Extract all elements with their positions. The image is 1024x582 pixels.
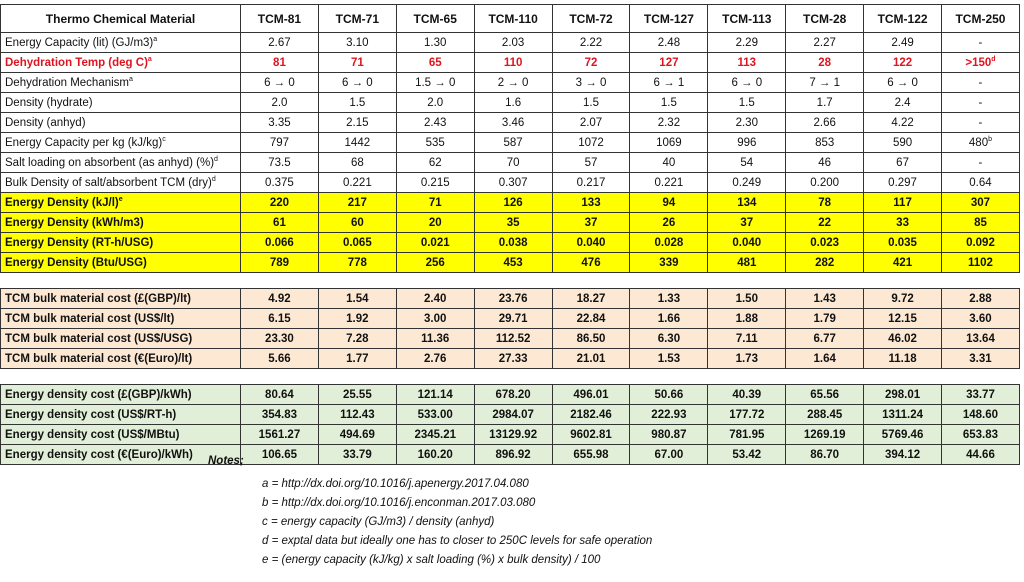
table-row — [1, 385, 1020, 405]
value-cell: 2.48 — [630, 33, 708, 53]
value-cell: 453 — [474, 253, 552, 273]
value-cell: 1.88 — [708, 309, 786, 329]
value-cell: 2.30 — [708, 113, 786, 133]
value-cell: 1.5 — [318, 93, 396, 113]
value-cell: 67 — [864, 153, 942, 173]
table-row — [1, 289, 1020, 309]
value-cell: - — [942, 73, 1020, 93]
value-cell: 7 → 1 — [786, 73, 864, 93]
value-cell: 6 → 1 — [630, 73, 708, 93]
value-cell: 65 — [396, 53, 474, 73]
value-cell: 0.221 — [318, 173, 396, 193]
value-cell: 112.43 — [318, 405, 396, 425]
table-row — [1, 73, 1020, 93]
table-row — [1, 445, 1020, 465]
value-cell: 0.040 — [708, 233, 786, 253]
value-cell: 653.83 — [942, 425, 1020, 445]
column-header: TCM-28 — [786, 5, 864, 33]
value-cell: 6.30 — [630, 329, 708, 349]
value-cell: 778 — [318, 253, 396, 273]
row-label: Dehydration Mechanism$^a$ — [1, 73, 241, 93]
table-row — [1, 329, 1020, 349]
value-cell: 35 — [474, 213, 552, 233]
value-cell: 1102 — [942, 253, 1020, 273]
value-cell: 0.066 — [241, 233, 319, 253]
value-cell: 1.73 — [708, 349, 786, 369]
value-cell: 21.01 — [552, 349, 630, 369]
table-row — [1, 113, 1020, 133]
value-cell: 2 → 0 — [474, 73, 552, 93]
value-cell: 0.200 — [786, 173, 864, 193]
notes-title: Notes; — [208, 455, 244, 467]
value-cell: 27.33 — [474, 349, 552, 369]
value-cell: 2.03 — [474, 33, 552, 53]
value-cell: 1.5 — [708, 93, 786, 113]
value-cell: 133 — [552, 193, 630, 213]
value-cell: - — [942, 113, 1020, 133]
value-cell: 2.88 — [942, 289, 1020, 309]
table-body — [1, 33, 1020, 465]
column-header: TCM-81 — [241, 5, 319, 33]
value-cell: 307 — [942, 193, 1020, 213]
value-cell: 535 — [396, 133, 474, 153]
table-row — [1, 253, 1020, 273]
value-cell: 0.040 — [552, 233, 630, 253]
value-cell: 2.07 — [552, 113, 630, 133]
value-cell: 23.76 — [474, 289, 552, 309]
value-cell: 3.00 — [396, 309, 474, 329]
footnote-marker: b — [988, 135, 992, 143]
value-cell: 996 — [708, 133, 786, 153]
value-cell: - — [942, 93, 1020, 113]
row-label: Energy density cost (£(GBP)/kWh) — [1, 385, 241, 405]
value-cell: 37 — [708, 213, 786, 233]
row-label: Bulk Density of salt/absorbent TCM (dry)$^d$ — [1, 173, 241, 193]
value-cell: - — [942, 33, 1020, 53]
value-cell: 2.29 — [708, 33, 786, 53]
value-cell: 18.27 — [552, 289, 630, 309]
value-cell: 110 — [474, 53, 552, 73]
table-row — [1, 93, 1020, 113]
value-cell: 222.93 — [630, 405, 708, 425]
value-cell: 0.035 — [864, 233, 942, 253]
row-label: Energy Density (kWh/m3) — [1, 213, 241, 233]
value-cell: 9.72 — [864, 289, 942, 309]
value-cell: 2.40 — [396, 289, 474, 309]
table-row — [1, 33, 1020, 53]
footnote-marker: d — [991, 55, 996, 63]
row-label: Energy Capacity per kg $(kJ/kg)^c$ — [1, 133, 241, 153]
value-cell: 1.7 — [786, 93, 864, 113]
value-cell: 5.66 — [241, 349, 319, 369]
table-row — [1, 213, 1020, 233]
value-cell: 0.215 — [396, 173, 474, 193]
value-cell: 1069 — [630, 133, 708, 153]
value-cell: 1.33 — [630, 289, 708, 309]
row-label: TCM bulk material cost (US$/USG) — [1, 329, 241, 349]
value-cell: 587 — [474, 133, 552, 153]
value-cell: 0.307 — [474, 173, 552, 193]
value-cell: 1.77 — [318, 349, 396, 369]
value-cell: 29.71 — [474, 309, 552, 329]
footnote-marker: a — [153, 35, 158, 43]
value-cell: 781.95 — [708, 425, 786, 445]
value-cell: 421 — [864, 253, 942, 273]
value-cell: 2.0 — [241, 93, 319, 113]
value-cell: 121.14 — [396, 385, 474, 405]
value-cell: 3.60 — [942, 309, 1020, 329]
value-cell: 1442 — [318, 133, 396, 153]
value-cell: 282 — [786, 253, 864, 273]
value-cell: 1072 — [552, 133, 630, 153]
value-cell: 0.028 — [630, 233, 708, 253]
value-cell: 126 — [474, 193, 552, 213]
value-cell: 1.79 — [786, 309, 864, 329]
value-cell: 0.038 — [474, 233, 552, 253]
value-cell: 13.64 — [942, 329, 1020, 349]
table-row — [1, 53, 1020, 73]
value-cell: 40 — [630, 153, 708, 173]
table-row — [1, 273, 1020, 289]
footnote-marker: e — [118, 195, 123, 203]
value-cell: 0.64 — [942, 173, 1020, 193]
value-cell: 23.30 — [241, 329, 319, 349]
value-cell: 394.12 — [864, 445, 942, 465]
value-cell: 62 — [396, 153, 474, 173]
value-cell: 71 — [396, 193, 474, 213]
value-cell: 60 — [318, 213, 396, 233]
value-cell: 6.77 — [786, 329, 864, 349]
value-cell: 53.42 — [708, 445, 786, 465]
table-row — [1, 173, 1020, 193]
value-cell: 6 → 0 — [708, 73, 786, 93]
value-cell: 2182.46 — [552, 405, 630, 425]
row-label: Energy density cost (US$/RT-h) — [1, 405, 241, 425]
value-cell: 7.28 — [318, 329, 396, 349]
value-cell: 2.15 — [318, 113, 396, 133]
value-cell: 1.5 — [630, 93, 708, 113]
value-cell: 160.20 — [396, 445, 474, 465]
value-cell: 1.43 — [786, 289, 864, 309]
row-label: Energy Density $(kJ/l)^e$ — [1, 193, 241, 213]
value-cell: 0.375 — [241, 173, 319, 193]
note-item: c = energy capacity (GJ/m3) / density (anhyd) — [262, 516, 495, 528]
row-label: Energy Density (RT-h/USG) — [1, 233, 241, 253]
value-cell: 6 → 0 — [241, 73, 319, 93]
value-cell: 3.31 — [942, 349, 1020, 369]
note-item: e = (energy capacity (kJ/kg) x salt loading (%) x bulk density) / 100 — [262, 554, 601, 566]
spacer-cell — [1, 273, 1020, 289]
value-cell: 1.53 — [630, 349, 708, 369]
value-cell: 2.4 — [864, 93, 942, 113]
value-cell: 298.01 — [864, 385, 942, 405]
value-cell: 65.56 — [786, 385, 864, 405]
value-cell: 2.22 — [552, 33, 630, 53]
value-cell: 86.70 — [786, 445, 864, 465]
value-cell: 25.55 — [318, 385, 396, 405]
table-row — [1, 349, 1020, 369]
value-cell: 2.32 — [630, 113, 708, 133]
value-cell: 44.66 — [942, 445, 1020, 465]
value-cell: 12.15 — [864, 309, 942, 329]
value-cell: 0.249 — [708, 173, 786, 193]
value-cell: 1.54 — [318, 289, 396, 309]
table-row — [1, 425, 1020, 445]
value-cell: 789 — [241, 253, 319, 273]
column-header: TCM-72 — [552, 5, 630, 33]
value-cell: 7.11 — [708, 329, 786, 349]
value-cell: 2.27 — [786, 33, 864, 53]
value-cell: 33.79 — [318, 445, 396, 465]
value-cell: 148.60 — [942, 405, 1020, 425]
value-cell: 50.66 — [630, 385, 708, 405]
header-row — [1, 5, 1020, 33]
column-header: TCM-113 — [708, 5, 786, 33]
value-cell: 288.45 — [786, 405, 864, 425]
value-cell: 2.67 — [241, 33, 319, 53]
row-label: Salt loading on absorbent (as anhyd) (%)$^d$ — [1, 153, 241, 173]
value-cell: 4.22 — [864, 113, 942, 133]
value-cell: 1.50 — [708, 289, 786, 309]
value-cell: 0.217 — [552, 173, 630, 193]
value-cell: 13129.92 — [474, 425, 552, 445]
column-header: TCM-122 — [864, 5, 942, 33]
column-header: TCM-71 — [318, 5, 396, 33]
value-cell: 2.66 — [786, 113, 864, 133]
value-cell: 980.87 — [630, 425, 708, 445]
value-cell: 6 → 0 — [864, 73, 942, 93]
value-cell: 85 — [942, 213, 1020, 233]
value-cell: 480$^b$ — [942, 133, 1020, 153]
value-cell: 496.01 — [552, 385, 630, 405]
value-cell: 3.46 — [474, 113, 552, 133]
value-cell: $>150^d$ — [942, 53, 1020, 73]
value-cell: 1.6 — [474, 93, 552, 113]
footnote-marker: a — [129, 75, 133, 83]
footnote-marker: d — [214, 155, 218, 163]
value-cell: 134 — [708, 193, 786, 213]
note-item: d = exptal data but ideally one has to closer to 250C levels for safe operation — [262, 535, 653, 547]
value-cell: 2345.21 — [396, 425, 474, 445]
value-cell: 0.023 — [786, 233, 864, 253]
row-label: Energy Capacity (lit) $(GJ/m3)^a$ — [1, 33, 241, 53]
value-cell: 3.35 — [241, 113, 319, 133]
value-cell: 217 — [318, 193, 396, 213]
value-cell: 86.50 — [552, 329, 630, 349]
value-cell: 127 — [630, 53, 708, 73]
value-cell: 2.76 — [396, 349, 474, 369]
table-row — [1, 369, 1020, 385]
value-cell: 678.20 — [474, 385, 552, 405]
row-label: Density (anhyd) — [1, 113, 241, 133]
value-cell: 2.43 — [396, 113, 474, 133]
row-label: Energy density cost (€(Euro)/kWh) — [1, 445, 241, 465]
value-cell: 1.5 → 0 — [396, 73, 474, 93]
tcm-table — [0, 4, 1020, 465]
value-cell: 6.15 — [241, 309, 319, 329]
value-cell: 71 — [318, 53, 396, 73]
row-label: TCM bulk material cost (€(Euro)/lt) — [1, 349, 241, 369]
value-cell: - — [942, 153, 1020, 173]
value-cell: 57 — [552, 153, 630, 173]
spacer-cell — [1, 369, 1020, 385]
value-cell: 81 — [241, 53, 319, 73]
value-cell: 72 — [552, 53, 630, 73]
value-cell: 476 — [552, 253, 630, 273]
footnote-marker: c — [162, 135, 166, 143]
value-cell: 2.49 — [864, 33, 942, 53]
value-cell: 54 — [708, 153, 786, 173]
value-cell: 1.30 — [396, 33, 474, 53]
value-cell: 0.297 — [864, 173, 942, 193]
value-cell: 3 → 0 — [552, 73, 630, 93]
column-header: TCM-250 — [942, 5, 1020, 33]
value-cell: 2.0 — [396, 93, 474, 113]
value-cell: 220 — [241, 193, 319, 213]
value-cell: 94 — [630, 193, 708, 213]
value-cell: 37 — [552, 213, 630, 233]
value-cell: 481 — [708, 253, 786, 273]
column-header: TCM-65 — [396, 5, 474, 33]
value-cell: 112.52 — [474, 329, 552, 349]
value-cell: 494.69 — [318, 425, 396, 445]
value-cell: 113 — [708, 53, 786, 73]
value-cell: 46 — [786, 153, 864, 173]
value-cell: 122 — [864, 53, 942, 73]
table-row — [1, 405, 1020, 425]
value-cell: 1269.19 — [786, 425, 864, 445]
value-cell: 40.39 — [708, 385, 786, 405]
value-cell: 22.84 — [552, 309, 630, 329]
value-cell: 4.92 — [241, 289, 319, 309]
value-cell: 6 → 0 — [318, 73, 396, 93]
value-cell: 0.021 — [396, 233, 474, 253]
value-cell: 655.98 — [552, 445, 630, 465]
value-cell: 256 — [396, 253, 474, 273]
value-cell: 80.64 — [241, 385, 319, 405]
footnote-marker: a — [147, 55, 152, 63]
value-cell: 1561.27 — [241, 425, 319, 445]
value-cell: 177.72 — [708, 405, 786, 425]
value-cell: 9602.81 — [552, 425, 630, 445]
row-label: TCM bulk material cost (US$/lt) — [1, 309, 241, 329]
column-header: TCM-110 — [474, 5, 552, 33]
value-cell: 0.065 — [318, 233, 396, 253]
value-cell: 339 — [630, 253, 708, 273]
value-cell: 70 — [474, 153, 552, 173]
value-cell: 78 — [786, 193, 864, 213]
value-cell: 26 — [630, 213, 708, 233]
row-label: TCM bulk material cost (£(GBP)/lt) — [1, 289, 241, 309]
value-cell: 5769.46 — [864, 425, 942, 445]
value-cell: 0.092 — [942, 233, 1020, 253]
value-cell: 73.5 — [241, 153, 319, 173]
value-cell: 61 — [241, 213, 319, 233]
value-cell: 46.02 — [864, 329, 942, 349]
row-label: Energy Density (Btu/USG) — [1, 253, 241, 273]
value-cell: 797 — [241, 133, 319, 153]
footnote-marker: d — [211, 175, 216, 183]
value-cell: 28 — [786, 53, 864, 73]
value-cell: 11.36 — [396, 329, 474, 349]
value-cell: 3.10 — [318, 33, 396, 53]
value-cell: 22 — [786, 213, 864, 233]
value-cell: 1311.24 — [864, 405, 942, 425]
row-label: Dehydration Temp (deg C)$^a$ — [1, 53, 241, 73]
value-cell: 0.221 — [630, 173, 708, 193]
value-cell: 1.64 — [786, 349, 864, 369]
note-item: b = http://dx.doi.org/10.1016/j.enconman.2017.03.080 — [262, 497, 536, 509]
value-cell: 11.18 — [864, 349, 942, 369]
value-cell: 896.92 — [474, 445, 552, 465]
table-row — [1, 153, 1020, 173]
value-cell: 590 — [864, 133, 942, 153]
value-cell: 68 — [318, 153, 396, 173]
note-item: a = http://dx.doi.org/10.1016/j.apenergy.2017.04.080 — [262, 478, 529, 490]
value-cell: 106.65 — [241, 445, 319, 465]
row-label: Density (hydrate) — [1, 93, 241, 113]
value-cell: 117 — [864, 193, 942, 213]
value-cell: 354.83 — [241, 405, 319, 425]
table-row — [1, 193, 1020, 213]
value-cell: 533.00 — [396, 405, 474, 425]
value-cell: 33 — [864, 213, 942, 233]
value-cell: 20 — [396, 213, 474, 233]
value-cell: 1.92 — [318, 309, 396, 329]
table-row — [1, 133, 1020, 153]
row-label: Energy density cost (US$/MBtu) — [1, 425, 241, 445]
value-cell: 33.77 — [942, 385, 1020, 405]
table-row — [1, 309, 1020, 329]
column-header: TCM-127 — [630, 5, 708, 33]
table-row — [1, 233, 1020, 253]
value-cell: 2984.07 — [474, 405, 552, 425]
value-cell: 1.66 — [630, 309, 708, 329]
column-header-material: Thermo Chemical Material — [1, 5, 241, 33]
value-cell: 853 — [786, 133, 864, 153]
value-cell: 67.00 — [630, 445, 708, 465]
value-cell: 1.5 — [552, 93, 630, 113]
